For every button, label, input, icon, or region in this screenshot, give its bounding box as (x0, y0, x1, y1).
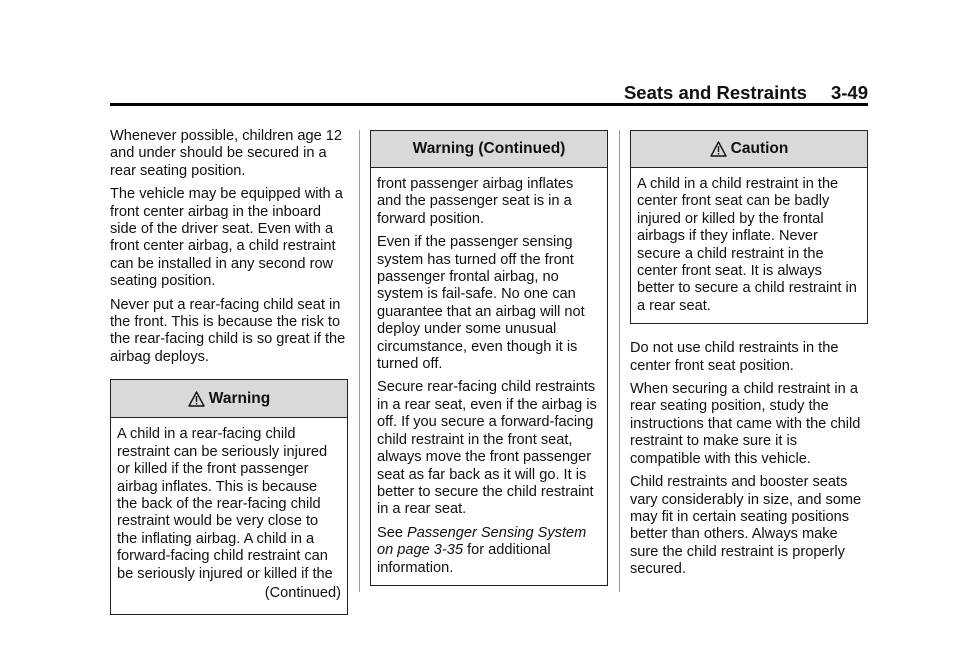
warning-text: A child in a rear-facing child restraint can be seriously injured or killed if the front passenger airbag inflates. This is because the back of the rear-facing child restraint would be very close to the inflating airbag. A child in a forward-facing child restraint can be seriously injured or killed if the (117, 426, 333, 582)
column-divider (359, 130, 360, 592)
warning-box-header (111, 380, 347, 418)
caution-box (630, 130, 868, 324)
warning-triangle-icon (188, 391, 205, 407)
paragraph: Do not use child restraints in the center front seat position. (630, 340, 839, 374)
warning-title: Warning (208, 390, 271, 408)
paragraph: Whenever possible, children age 12 and under should be secured in a rear seating position. (110, 128, 343, 179)
column-3 (630, 128, 868, 585)
warning-continued-body (371, 168, 607, 585)
caution-text: A child in a child restraint in the center front seat can be badly injured or killed by the frontal airbags if they inflate. Never secure a child restraint in the center front seat. It is always better to secure a child restraint in a rear seat. (637, 176, 857, 314)
paragraph: When securing a child restraint in a rear seating position, study the instructions that came with the child restraint to make sure it is compatible with this vehicle. (630, 381, 861, 467)
column-divider (619, 130, 620, 592)
paragraph: Never put a rear-facing child seat in the front. This is because the risk to the rear-facing child is so great if the airbag deploys. (110, 296, 346, 365)
warning-text: Even if the passenger sensing system has turned off the front passenger frontal airbag, no system is fail-safe. No one can guarantee that an airbag will not deploy under some unusual circumstance, even though it is turned off. (377, 234, 585, 373)
warning-box (110, 379, 348, 615)
page-header (110, 80, 868, 104)
see-prefix: See (377, 524, 408, 541)
warning-box-body (111, 418, 347, 614)
warning-text: front passenger airbag inflates and the passenger seat is in a forward position. (377, 176, 574, 227)
warning-triangle-icon (710, 141, 727, 157)
continued-label: (Continued) (264, 584, 341, 601)
warning-continued-header (371, 131, 607, 168)
cross-reference-link[interactable]: Passenger Sensing System on page 3-35 (377, 524, 587, 559)
warning-continued-box (370, 130, 608, 586)
section-title: Seats and Restraints (623, 82, 807, 103)
header-rule (110, 103, 868, 106)
see-suffix: for additional information. (377, 542, 551, 576)
caution-box-body (631, 168, 867, 323)
warning-continued-title: Warning (Continued) (412, 140, 566, 158)
caution-title: Caution (730, 140, 789, 158)
caution-box-header (631, 131, 867, 168)
paragraph: The vehicle may be equipped with a front center airbag in the inboard side of the driver seat. Even with a front center airbag, a child restraint can be installed in any second row seating position. (110, 186, 343, 290)
column-1 (110, 128, 348, 615)
page-number: 3-49 (830, 82, 868, 103)
cross-reference (377, 525, 601, 577)
column-2 (370, 128, 608, 586)
paragraph: Child restraints and booster seats vary considerably in size, and some may fit in certain seating positions better than others. Always make sure the child restraint is properly secured. (630, 474, 862, 578)
warning-text: Secure rear-facing child restraints in a rear seat, even if the airbag is off. If you secure a forward-facing child restraint in the front seat, always move the front passenger seat as far back as it will go. It is better to secure the child restraint in a rear seat. (377, 379, 597, 518)
